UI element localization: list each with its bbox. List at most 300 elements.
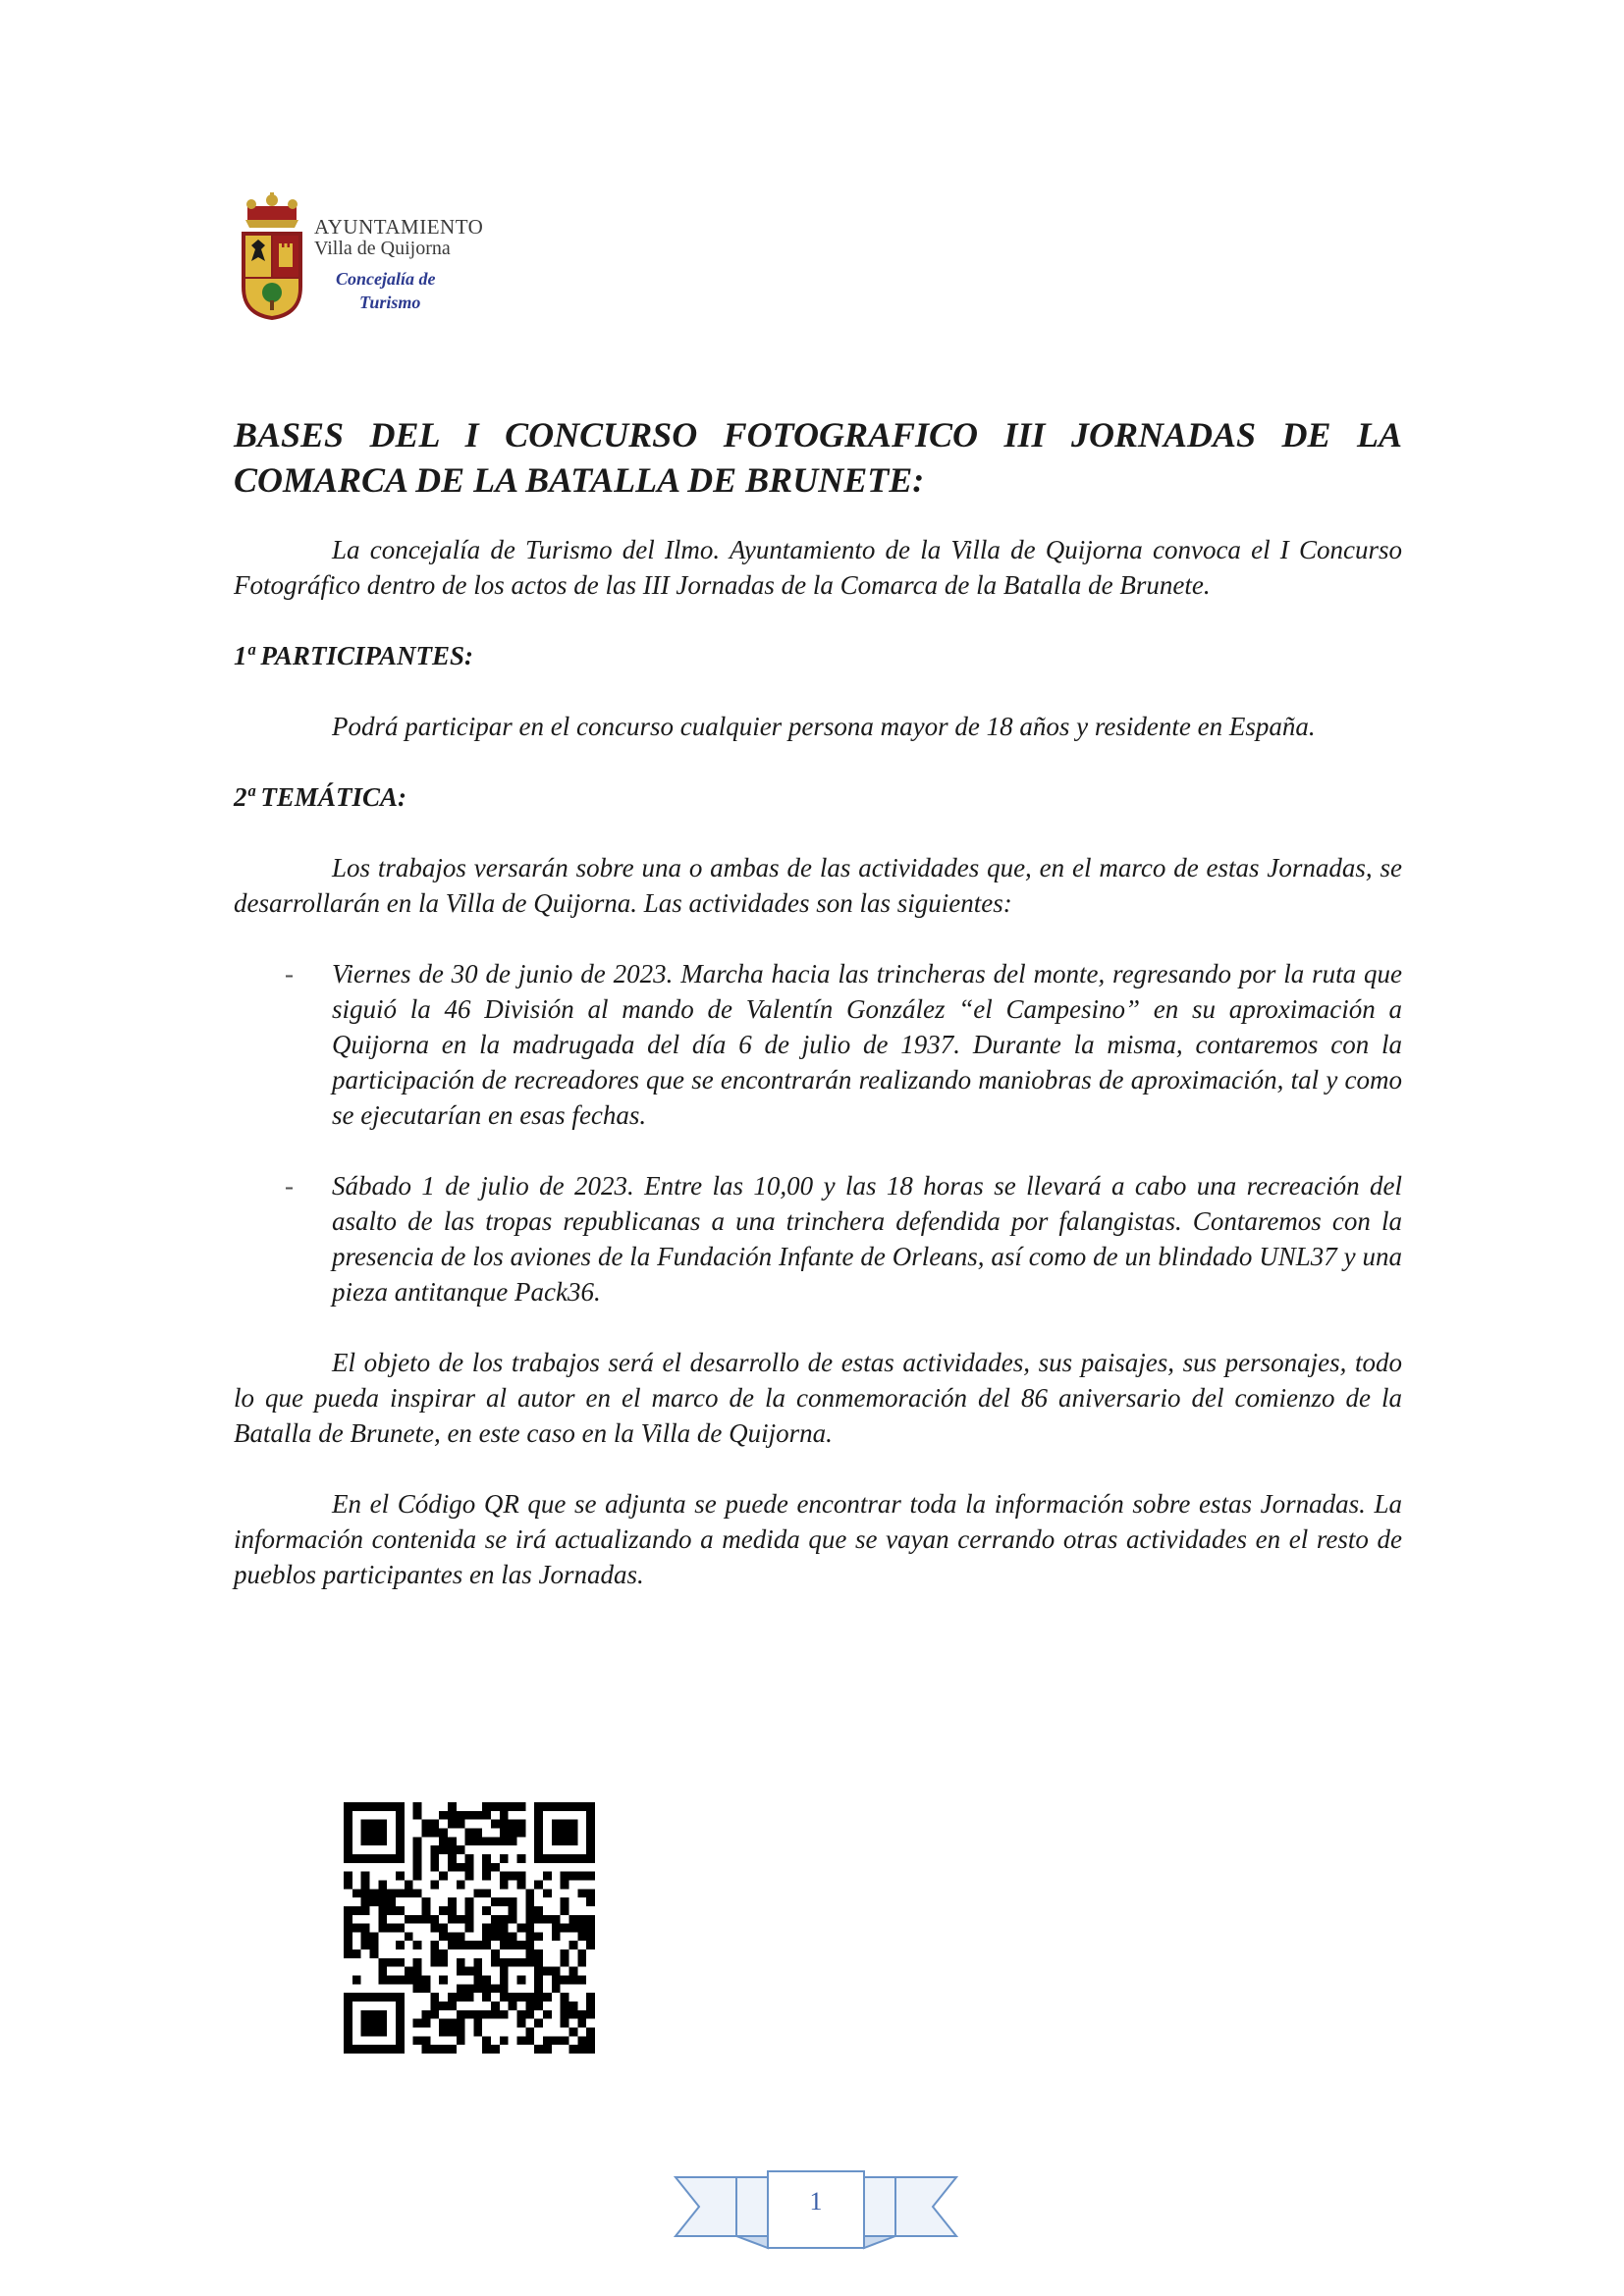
qr-module bbox=[361, 1889, 370, 1897]
qr-module bbox=[344, 2010, 352, 2019]
qr-module bbox=[491, 1949, 500, 1958]
qr-module bbox=[439, 1828, 448, 1837]
qr-module bbox=[430, 1924, 439, 1933]
qr-module bbox=[569, 1941, 578, 1949]
qr-module bbox=[387, 1976, 396, 1985]
qr-module bbox=[396, 2002, 405, 2010]
qr-module bbox=[569, 1837, 578, 1845]
qr-module bbox=[543, 1889, 552, 1897]
qr-module bbox=[396, 2019, 405, 2028]
qr-module bbox=[465, 1837, 474, 1845]
qr-module bbox=[517, 1820, 526, 1829]
qr-module bbox=[369, 2028, 378, 2037]
qr-module bbox=[413, 1802, 422, 1811]
qr-module bbox=[500, 1984, 509, 1993]
qr-module bbox=[509, 1932, 517, 1941]
qr-module bbox=[552, 1837, 561, 1845]
qr-module bbox=[413, 1967, 422, 1976]
qr-module bbox=[552, 1820, 561, 1829]
qr-module bbox=[577, 1872, 586, 1881]
qr-module bbox=[396, 1811, 405, 1820]
qr-module bbox=[465, 1863, 474, 1872]
qr-module bbox=[439, 1872, 448, 1881]
qr-module bbox=[465, 1854, 474, 1863]
intro-paragraph: La concejalía de Turismo del Ilmo. Ayuntamiento de la Villa de Quijorna convoca el I Concurso Fotográfico dentro de los actos de las III Jornadas de la Comarca de la Batalla de Brunete. bbox=[234, 535, 1402, 600]
qr-module bbox=[387, 1854, 396, 1863]
qr-module bbox=[577, 1802, 586, 1811]
document-body bbox=[234, 412, 1402, 1628]
qr-module bbox=[569, 2010, 578, 2019]
qr-code[interactable] bbox=[344, 1802, 595, 2054]
qr-module bbox=[396, 2045, 405, 2054]
qr-module bbox=[413, 1872, 422, 1881]
qr-module bbox=[378, 1924, 387, 1933]
qr-module bbox=[482, 1872, 491, 1881]
qr-module bbox=[577, 1915, 586, 1924]
qr-module bbox=[517, 1854, 526, 1863]
qr-module bbox=[473, 1958, 482, 1967]
qr-module bbox=[457, 1941, 465, 1949]
qr-module bbox=[561, 1828, 569, 1837]
qr-module bbox=[439, 1811, 448, 1820]
qr-module bbox=[344, 2036, 352, 2045]
qr-module bbox=[552, 1828, 561, 1837]
qr-module bbox=[378, 1958, 387, 1967]
qr-module bbox=[491, 1820, 500, 1829]
qr-module bbox=[421, 1976, 430, 1985]
qr-module bbox=[517, 1880, 526, 1889]
qr-module bbox=[561, 1958, 569, 1967]
qr-module bbox=[534, 1854, 543, 1863]
qr-module bbox=[413, 1837, 422, 1845]
qr-module bbox=[569, 1872, 578, 1881]
qr-module bbox=[430, 1880, 439, 1889]
org-line-2: Villa de Quijorna bbox=[314, 238, 451, 259]
qr-module bbox=[534, 1967, 543, 1976]
qr-module bbox=[491, 1915, 500, 1924]
qr-module bbox=[421, 1915, 430, 1924]
qr-module bbox=[517, 1941, 526, 1949]
qr-module bbox=[525, 1958, 534, 1967]
qr-module bbox=[430, 2002, 439, 2010]
qr-module bbox=[344, 2002, 352, 2010]
qr-module bbox=[482, 1976, 491, 1985]
qr-module bbox=[457, 1915, 465, 1924]
qr-module bbox=[586, 2036, 595, 2045]
qr-module bbox=[361, 2028, 370, 2037]
qr-module bbox=[378, 2045, 387, 2054]
qr-module bbox=[491, 1802, 500, 1811]
qr-module bbox=[352, 1976, 361, 1985]
qr-module bbox=[387, 1889, 396, 1897]
qr-module bbox=[491, 1932, 500, 1941]
qr-module bbox=[586, 1828, 595, 1837]
qr-module bbox=[361, 2010, 370, 2019]
qr-module bbox=[509, 1872, 517, 1881]
qr-module bbox=[413, 1941, 422, 1949]
qr-module bbox=[543, 2036, 552, 2045]
qr-module bbox=[482, 1811, 491, 1820]
qr-module bbox=[569, 2002, 578, 2010]
qr-module bbox=[369, 1932, 378, 1941]
qr-module bbox=[534, 1915, 543, 1924]
qr-module bbox=[344, 1802, 352, 1811]
qr-module bbox=[457, 2010, 465, 2019]
qr-module bbox=[344, 1854, 352, 1863]
section-heading-theme: 2ª TEMÁTICA: bbox=[234, 782, 406, 812]
page-number: 1 bbox=[809, 2187, 823, 2216]
qr-module bbox=[430, 1949, 439, 1958]
qr-module bbox=[430, 2045, 439, 2054]
qr-module bbox=[344, 1820, 352, 1829]
dept-line-2: Turismo bbox=[359, 293, 421, 312]
qr-module bbox=[413, 1854, 422, 1863]
qr-module bbox=[457, 1984, 465, 1993]
qr-module bbox=[405, 1915, 413, 1924]
qr-module bbox=[344, 1872, 352, 1881]
qr-module bbox=[430, 1993, 439, 2002]
qr-module bbox=[405, 1967, 413, 1976]
qr-module bbox=[525, 1897, 534, 1906]
qr-module bbox=[543, 2010, 552, 2019]
qr-module bbox=[344, 2028, 352, 2037]
qr-module bbox=[457, 1863, 465, 1872]
qr-module bbox=[378, 1802, 387, 1811]
qr-module bbox=[509, 1958, 517, 1967]
qr-module bbox=[500, 1820, 509, 1829]
qr-module bbox=[561, 1906, 569, 1915]
qr-module bbox=[344, 2019, 352, 2028]
qr-module bbox=[344, 1880, 352, 1889]
qr-module bbox=[421, 1828, 430, 1837]
qr-module bbox=[509, 1906, 517, 1915]
qr-module bbox=[361, 1837, 370, 1845]
qr-module bbox=[534, 1906, 543, 1915]
qr-module bbox=[457, 2036, 465, 2045]
qr-module bbox=[473, 1967, 482, 1976]
qr-module bbox=[378, 2019, 387, 2028]
qr-module bbox=[439, 1924, 448, 1933]
qr-module bbox=[569, 1802, 578, 1811]
qr-module bbox=[457, 1811, 465, 1820]
qr-module bbox=[465, 1993, 474, 2002]
qr-module bbox=[577, 1958, 586, 1967]
qr-module bbox=[439, 2045, 448, 2054]
qr-module bbox=[500, 1967, 509, 1976]
qr-module bbox=[430, 1958, 439, 1967]
qr-module bbox=[413, 2036, 422, 2045]
qr-module bbox=[577, 1932, 586, 1941]
qr-module bbox=[482, 1932, 491, 1941]
qr-module bbox=[577, 1976, 586, 1985]
qr-module bbox=[534, 1802, 543, 1811]
qr-module bbox=[421, 1897, 430, 1906]
qr-module bbox=[378, 1915, 387, 1924]
qr-module bbox=[457, 2019, 465, 2028]
objective-paragraph: El objeto de los trabajos será el desarrollo de estas actividades, sus paisajes, sus personajes, todo lo que pueda inspirar al autor en el marco de la conmemoración del 86 aniversario del comienzo de la Batalla de Brunete, en este caso en la Villa de Quijorna. bbox=[234, 1348, 1402, 1448]
qr-module bbox=[344, 1924, 352, 1933]
qr-module bbox=[344, 1828, 352, 1837]
qr-module bbox=[543, 2045, 552, 2054]
qr-module bbox=[448, 1802, 457, 1811]
qr-module bbox=[482, 1993, 491, 2002]
qr-module bbox=[378, 1889, 387, 1897]
qr-module bbox=[577, 2019, 586, 2028]
qr-module bbox=[509, 1828, 517, 1837]
qr-module bbox=[448, 1837, 457, 1845]
qr-module bbox=[352, 1802, 361, 1811]
qr-module bbox=[344, 1993, 352, 2002]
qr-module bbox=[369, 1802, 378, 1811]
qr-module bbox=[378, 1897, 387, 1906]
qr-module bbox=[378, 2028, 387, 2037]
qr-module bbox=[439, 1837, 448, 1845]
qr-module bbox=[586, 1915, 595, 1924]
qr-module bbox=[525, 1906, 534, 1915]
qr-module bbox=[491, 1897, 500, 1906]
qr-module bbox=[482, 1889, 491, 1897]
qr-module bbox=[405, 1880, 413, 1889]
qr-module bbox=[352, 2045, 361, 2054]
activity-text: Sábado 1 de julio de 2023. Entre las 10,00 y las 18 horas se llevará a cabo una recreación del asalto de las tropas republicanas a una trinchera defendida por falangistas. Contaremos con la presencia de los aviones de la Fundación Infante de Orleans, así como de un blindado UNL37 y una pieza antitanque Pack36. bbox=[332, 1171, 1402, 1307]
qr-module bbox=[517, 1828, 526, 1837]
qr-module bbox=[396, 1854, 405, 1863]
qr-module bbox=[430, 1941, 439, 1949]
qr-module bbox=[534, 1949, 543, 1958]
qr-module bbox=[577, 1854, 586, 1863]
qr-module bbox=[413, 2019, 422, 2028]
qr-module bbox=[561, 1976, 569, 1985]
qr-module bbox=[482, 1854, 491, 1863]
qr-module bbox=[473, 2019, 482, 2028]
qr-module bbox=[396, 1889, 405, 1897]
qr-module bbox=[586, 1872, 595, 1881]
qr-module bbox=[413, 1958, 422, 1967]
qr-module bbox=[586, 2002, 595, 2010]
qr-module bbox=[500, 1828, 509, 1837]
qr-module bbox=[413, 1863, 422, 1872]
qr-module bbox=[569, 1854, 578, 1863]
qr-module bbox=[352, 1889, 361, 1897]
qr-module bbox=[430, 1820, 439, 1829]
qr-module bbox=[369, 1854, 378, 1863]
qr-module bbox=[396, 1845, 405, 1854]
qr-module bbox=[344, 1845, 352, 1854]
qr-module bbox=[396, 2036, 405, 2045]
qr-module bbox=[534, 1976, 543, 1985]
qr-module bbox=[577, 1924, 586, 1933]
qr-module bbox=[369, 2045, 378, 2054]
qr-module bbox=[448, 2045, 457, 2054]
qr-module bbox=[500, 1958, 509, 1967]
qr-module bbox=[369, 2010, 378, 2019]
qr-module bbox=[561, 1820, 569, 1829]
qr-module bbox=[586, 1811, 595, 1820]
qr-module bbox=[491, 1958, 500, 1967]
qr-module bbox=[586, 1854, 595, 1863]
qr-module bbox=[586, 1932, 595, 1941]
qr-info-paragraph: En el Código QR que se adjunta se puede encontrar toda la información sobre estas Jornadas. La información contenida se irá actualizando a medida que se vayan cerrando otras actividades en el resto de pueblos participantes en las Jornadas. bbox=[234, 1489, 1402, 1589]
qr-module bbox=[473, 1811, 482, 1820]
qr-module bbox=[396, 1993, 405, 2002]
qr-module bbox=[387, 2045, 396, 2054]
qr-module bbox=[387, 1924, 396, 1933]
qr-module bbox=[361, 1993, 370, 2002]
qr-module bbox=[439, 2019, 448, 2028]
qr-module bbox=[482, 2010, 491, 2019]
qr-module bbox=[352, 1854, 361, 1863]
qr-module bbox=[586, 2028, 595, 2037]
qr-module bbox=[586, 2045, 595, 2054]
qr-module bbox=[577, 2045, 586, 2054]
qr-module bbox=[482, 1863, 491, 1872]
qr-module bbox=[405, 1932, 413, 1941]
qr-module bbox=[525, 2036, 534, 2045]
qr-module bbox=[500, 1941, 509, 1949]
qr-module bbox=[448, 1941, 457, 1949]
qr-module bbox=[430, 2010, 439, 2019]
qr-module bbox=[577, 1949, 586, 1958]
qr-module bbox=[448, 1820, 457, 1829]
qr-module bbox=[561, 1993, 569, 2002]
qr-module bbox=[465, 1828, 474, 1837]
org-line-1: AYUNTAMIENTO bbox=[314, 215, 484, 239]
qr-module bbox=[369, 1820, 378, 1829]
qr-module bbox=[421, 2019, 430, 2028]
qr-module bbox=[421, 1984, 430, 1993]
qr-module bbox=[369, 1941, 378, 1949]
qr-module bbox=[457, 1967, 465, 1976]
qr-module bbox=[448, 2019, 457, 2028]
qr-module bbox=[457, 1932, 465, 1941]
qr-module bbox=[525, 2010, 534, 2019]
qr-module bbox=[586, 1820, 595, 1829]
qr-module bbox=[473, 2028, 482, 2037]
dept-line-1: Concejalía de bbox=[336, 269, 436, 289]
qr-module bbox=[561, 1837, 569, 1845]
qr-module bbox=[396, 1924, 405, 1933]
qr-module bbox=[361, 1880, 370, 1889]
qr-module bbox=[413, 1811, 422, 1820]
qr-module bbox=[352, 1949, 361, 1958]
qr-module bbox=[448, 1906, 457, 1915]
qr-module bbox=[561, 2019, 569, 2028]
qr-module bbox=[465, 1941, 474, 1949]
qr-module bbox=[378, 1820, 387, 1829]
qr-module bbox=[482, 2045, 491, 2054]
qr-module bbox=[517, 2010, 526, 2019]
qr-module bbox=[500, 1837, 509, 1845]
qr-module bbox=[552, 1932, 561, 1941]
qr-module bbox=[430, 1828, 439, 1837]
qr-module bbox=[448, 2002, 457, 2010]
qr-module bbox=[421, 2010, 430, 2019]
qr-module bbox=[534, 2002, 543, 2010]
qr-module bbox=[586, 1845, 595, 1854]
qr-module bbox=[352, 1924, 361, 1933]
list-marker: - bbox=[285, 1171, 294, 1201]
qr-module bbox=[344, 1949, 352, 1958]
qr-module bbox=[465, 1897, 474, 1906]
qr-module bbox=[457, 1845, 465, 1854]
qr-module bbox=[500, 1897, 509, 1906]
qr-module bbox=[378, 2010, 387, 2019]
qr-module bbox=[500, 1932, 509, 1941]
qr-module bbox=[561, 1802, 569, 1811]
qr-module bbox=[543, 1854, 552, 1863]
qr-module bbox=[465, 1906, 474, 1915]
section-heading-participants: 1ª PARTICIPANTES: bbox=[234, 641, 473, 670]
qr-module bbox=[482, 1802, 491, 1811]
list-item bbox=[234, 1168, 1402, 1309]
qr-module bbox=[457, 2028, 465, 2037]
qr-module bbox=[552, 1984, 561, 1993]
qr-module bbox=[517, 1976, 526, 1985]
qr-module bbox=[396, 1906, 405, 1915]
qr-module bbox=[491, 1863, 500, 1872]
qr-module bbox=[405, 1976, 413, 1985]
qr-module bbox=[525, 1941, 534, 1949]
qr-module bbox=[387, 1802, 396, 1811]
qr-module bbox=[465, 1915, 474, 1924]
qr-module bbox=[352, 1993, 361, 2002]
activity-text: Viernes de 30 de junio de 2023. Marcha hacia las trincheras del monte, regresando por la ruta que siguió la 46 División al mando de Valentín González “el Campesino” en su aproximación a Quijorna en la madrugada del día 6 de julio de 1937. Durante la misma, contaremos con la participación de recreadores que se encontrarán realizando maniobras de aproximación, tal y como se ejecutarían en esas fechas. bbox=[332, 959, 1402, 1130]
qr-module bbox=[500, 1872, 509, 1881]
qr-module bbox=[361, 1897, 370, 1906]
qr-module bbox=[344, 1932, 352, 1941]
qr-module bbox=[569, 1967, 578, 1976]
qr-module bbox=[344, 1837, 352, 1845]
qr-module bbox=[430, 1854, 439, 1863]
qr-module bbox=[396, 1958, 405, 1967]
list-item bbox=[234, 956, 1402, 1133]
qr-module bbox=[552, 1802, 561, 1811]
qr-module bbox=[396, 1976, 405, 1985]
qr-module bbox=[586, 1897, 595, 1906]
qr-module bbox=[387, 1958, 396, 1967]
qr-module bbox=[561, 2010, 569, 2019]
qr-module bbox=[421, 1820, 430, 1829]
qr-module bbox=[509, 1820, 517, 1829]
qr-module bbox=[405, 1889, 413, 1897]
qr-module bbox=[509, 1941, 517, 1949]
qr-module bbox=[491, 1984, 500, 1993]
qr-module bbox=[396, 1820, 405, 1829]
qr-module bbox=[396, 2010, 405, 2019]
qr-module bbox=[552, 1854, 561, 1863]
qr-module bbox=[396, 1828, 405, 1837]
qr-module bbox=[473, 1984, 482, 1993]
qr-module bbox=[552, 1924, 561, 1933]
qr-module bbox=[448, 1811, 457, 1820]
qr-module bbox=[378, 1967, 387, 1976]
qr-module bbox=[500, 1880, 509, 1889]
qr-module bbox=[482, 1941, 491, 1949]
qr-module bbox=[448, 1915, 457, 1924]
qr-module bbox=[378, 1993, 387, 2002]
qr-module bbox=[473, 2010, 482, 2019]
qr-module bbox=[552, 1976, 561, 1985]
qr-module bbox=[534, 1993, 543, 2002]
qr-module bbox=[534, 1880, 543, 1889]
qr-module bbox=[482, 2036, 491, 2045]
qr-module bbox=[543, 1915, 552, 1924]
qr-module bbox=[509, 1897, 517, 1906]
qr-module bbox=[569, 1820, 578, 1829]
qr-module bbox=[517, 1872, 526, 1881]
qr-module bbox=[509, 1837, 517, 1845]
qr-module bbox=[543, 1993, 552, 2002]
